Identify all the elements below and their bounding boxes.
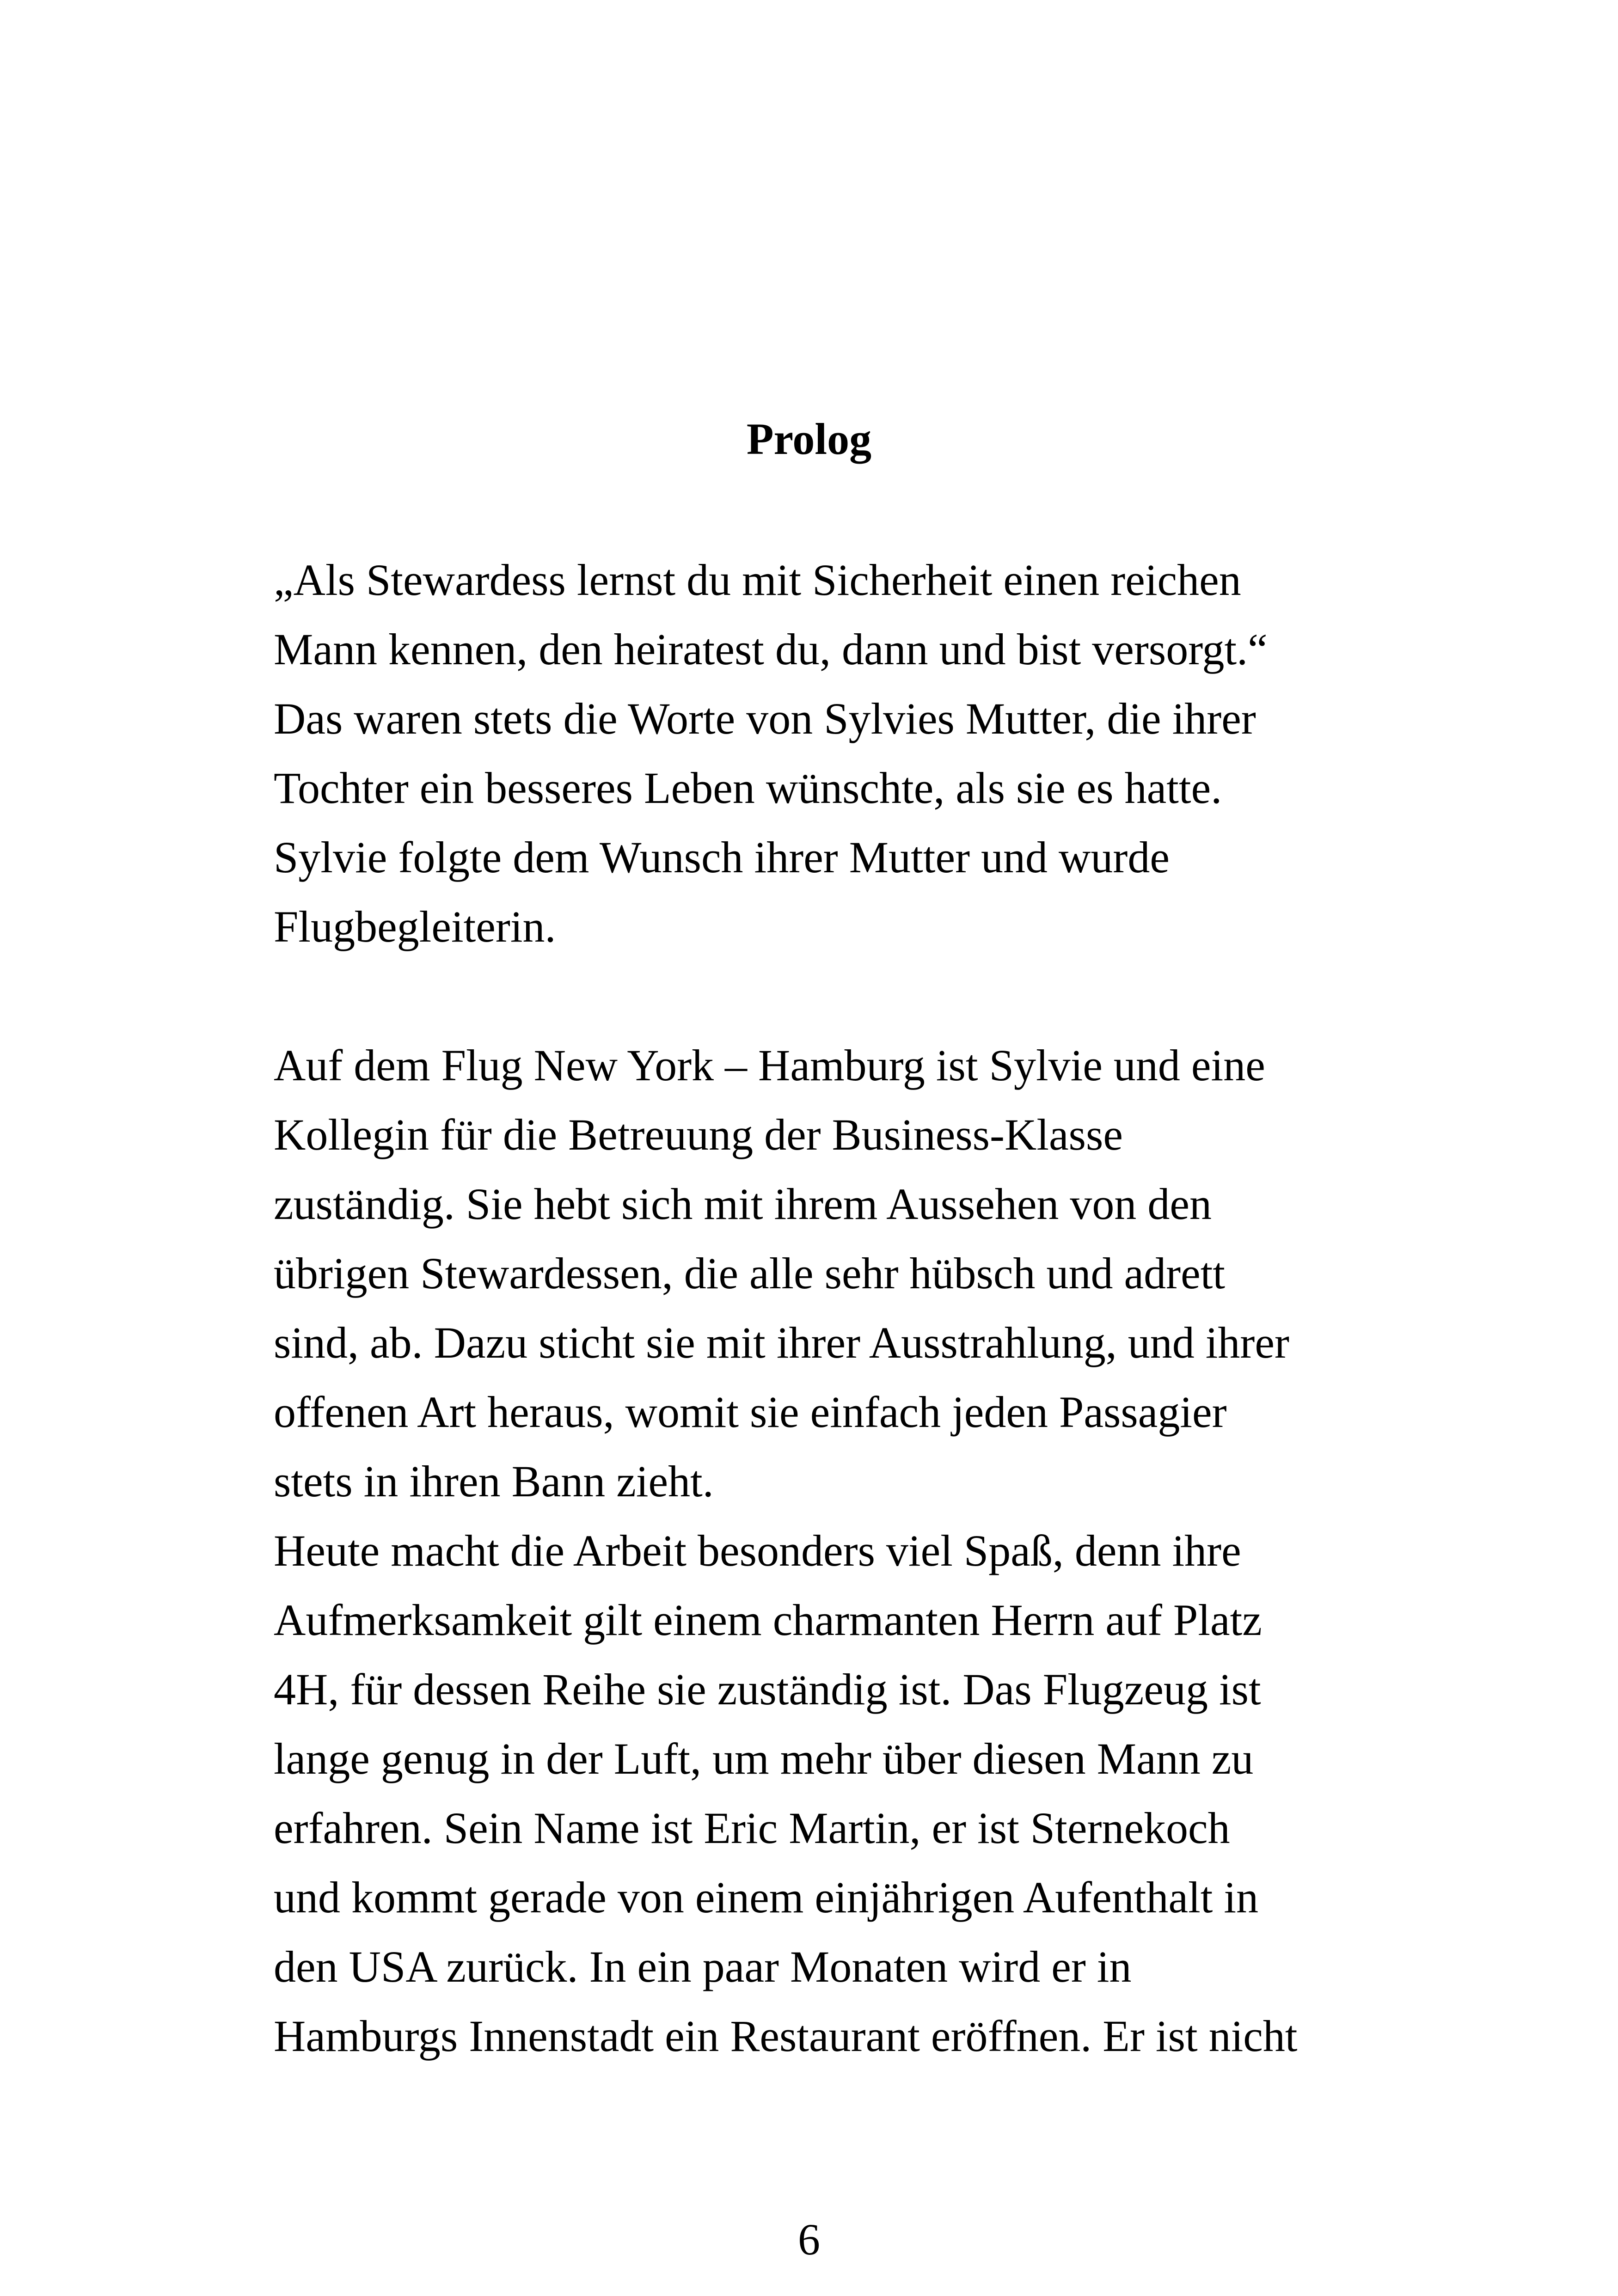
text-line: Mann kennen, den heiratest du, dann und bist versorgt.“ xyxy=(274,625,1268,674)
text-line: zuständig. Sie hebt sich mit ihrem Aussehen von den xyxy=(274,1179,1212,1229)
text-line: Hamburgs Innenstadt ein Restaurant eröffnen. Er ist nicht xyxy=(274,2011,1298,2061)
text-line: erfahren. Sein Name ist Eric Martin, er ist Sternekoch xyxy=(274,1803,1230,1853)
paragraph-1 xyxy=(274,545,1383,961)
text-line: übrigen Stewardessen, die alle sehr hübsch und adrett xyxy=(274,1249,1226,1298)
page-number: 6 xyxy=(798,2215,820,2264)
paragraph-3 xyxy=(274,1516,1383,2071)
text-line: den USA zurück. In ein paar Monaten wird er in xyxy=(274,1942,1132,1991)
text-line: Kollegin für die Betreuung der Business-Klasse xyxy=(274,1110,1123,1159)
text-line: und kommt gerade von einem einjährigen Aufenthalt in xyxy=(274,1873,1259,1922)
text-line: offenen Art heraus, womit sie einfach jeden Passagier xyxy=(274,1387,1227,1437)
paragraph-spacer xyxy=(274,961,1383,1031)
text-line: Flugbegleiterin. xyxy=(274,902,556,951)
text-line: Sylvie folgte dem Wunsch ihrer Mutter und wurde xyxy=(274,833,1170,882)
text-line: Das waren stets die Worte von Sylvies Mutter, die ihrer xyxy=(274,694,1256,743)
text-line: lange genug in der Luft, um mehr über diesen Mann zu xyxy=(274,1734,1254,1783)
body-text xyxy=(274,545,1383,2071)
text-line: Auf dem Flug New York – Hamburg ist Sylvie und eine xyxy=(274,1041,1265,1090)
paragraph-2 xyxy=(274,1031,1383,1516)
text-line: stets in ihren Bann zieht. xyxy=(274,1457,714,1506)
text-line: Aufmerksamkeit gilt einem charmanten Herrn auf Platz xyxy=(274,1595,1262,1645)
text-line: 4H, für dessen Reihe sie zuständig ist. Das Flugzeug ist xyxy=(274,1665,1261,1714)
chapter-title: Prolog xyxy=(746,414,872,464)
text-line: Tochter ein besseres Leben wünschte, als sie es hatte. xyxy=(274,763,1222,813)
text-line: „Als Stewardess lernst du mit Sicherheit einen reichen xyxy=(274,555,1241,605)
text-line: sind, ab. Dazu sticht sie mit ihrer Ausstrahlung, und ihrer xyxy=(274,1318,1289,1367)
text-line: Heute macht die Arbeit besonders viel Spaß, denn ihre xyxy=(274,1526,1241,1575)
